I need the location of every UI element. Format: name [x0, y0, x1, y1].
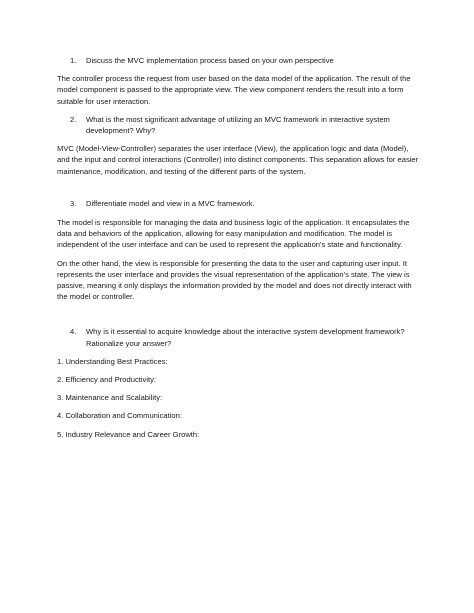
- question-3-number: 3.: [70, 198, 77, 208]
- answer-3-paragraph-1: The model is responsible for managing the data and business logic of the application. It encapsulates the data and behaviors of the application, allowing for easy manipulation and modification. The model is independent of the user interface and can be used to represent the application's state and functionality.: [57, 218, 410, 250]
- list-item: 2. Efficiency and Productivity:: [57, 375, 157, 385]
- list-item: 3. Maintenance and Scalability:: [57, 393, 163, 403]
- question-4-number: 4.: [70, 327, 77, 337]
- question-1-number: 1.: [70, 56, 77, 65]
- question-2-text: What is the most significant advantage of utilizing an MVC framework in interactive system development? Why?: [86, 114, 390, 136]
- answer-2: MVC (Model-View-Controller) separates the user interface (View), the application logic and data (Model), and the input and control interactions (Controller) into distinct components. This separation allows for easier maintenance, modification, and testing of the different parts of the system.: [57, 144, 419, 176]
- question-3-text: Differentiate model and view in a MVC framework.: [86, 198, 255, 208]
- list-item: 5. Industry Relevance and Career Growth:: [57, 429, 200, 439]
- question-2-number: 2.: [70, 114, 77, 124]
- question-4: [70, 326, 419, 348]
- question-4-text: Why is it essential to acquire knowledge about the interactive system development framework? Rationalize your answer?: [86, 327, 405, 348]
- list-item: 1. Understanding Best Practices:: [57, 356, 168, 366]
- question-1: [70, 55, 419, 66]
- list-item: 4. Collaboration and Communication:: [57, 411, 182, 421]
- question-2: [70, 114, 419, 136]
- answer-3-paragraph-2: On the other hand, the view is responsible for presenting the data to the user and capturing user input. It represents the user interface and provides the visual representation of the application's state. The view is passive, meaning it only displays the information provided by the model and does not directly interact with the model or controller.: [57, 258, 412, 302]
- question-3: [70, 198, 419, 209]
- question-1-text: Discuss the MVC implementation process based on your own perspective: [86, 56, 334, 65]
- answer-1: The controller process the request from user based on the data model of the application. The result of the model component is passed to the appropriate view. The view component renders the result into a form suitable for user interaction.: [57, 74, 411, 106]
- document-body: [57, 55, 419, 440]
